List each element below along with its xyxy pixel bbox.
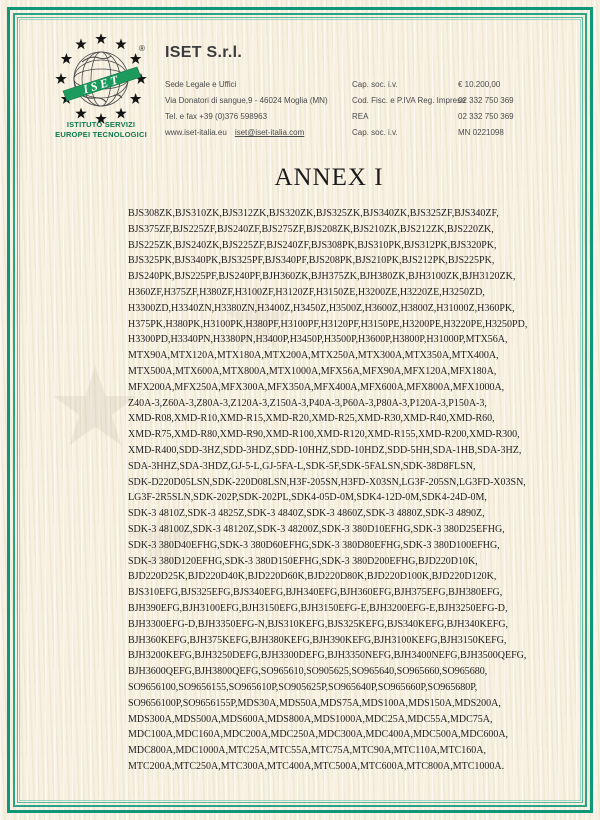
registry-value: MN 0221098 (458, 128, 504, 137)
code-line: MFX200A,MFX250A,MFX300A,MFX350A,MFX400A,MFX600A,MFX800A,MFX1000A, (128, 381, 505, 393)
code-line: H360ZF,H375ZF,H380ZF,H3100ZF,H3120ZF,H3150ZE,H3200ZE,H3220ZE,H3250ZD, (128, 286, 485, 298)
logo-caption (26, 120, 176, 140)
code-line: BJH360KEFG,BJH375KEFG,BJH380KEFG,BJH390KEFG,BJH3100KEFG,BJH3150KEFG, (128, 634, 507, 646)
address-line-street: Via Donatori di sangue,9 - 46024 Moglia (MN) (165, 96, 328, 105)
address-line-web (165, 128, 328, 144)
code-line: BJD220D25K,BJD220D40K,BJD220D60K,BJD220D80K,BJD220D100K,BJD220D120K, (128, 571, 497, 583)
code-line: SO9656100,SO9656155,SO965610P,SO905625P,SO965640P,SO965660P,SO965680P, (128, 681, 478, 693)
code-line: MTC200A,MTC250A,MTC300A,MTC400A,MTC500A,MTC600A,MTC800A,MTC1000A. (128, 760, 505, 772)
logo-caption-line: EUROPEI TECNOLOGICI (55, 130, 147, 139)
product-code-list (128, 206, 530, 775)
code-line: BJS325PK,BJS340PK,BJS325PF,BJS340PF,BJS208PK,BJS210PK,BJS212PK,BJS225PK, (128, 255, 495, 267)
code-line: LG3F-2R5SLN,SDK-202P,SDK-202PL,SDK4-05D-0M,SDK4-12D-0M,SDK4-24D-0M, (128, 492, 487, 504)
registry-label: REA (352, 112, 369, 121)
code-line: XMD-R08,XMD-R10,XMD-R15,XMD-R20,XMD-R25,XMD-R30,XMD-R40,XMD-R60, (128, 413, 495, 425)
address-line-phone: Tel. e fax +39 (0)376 598963 (165, 112, 268, 121)
code-line: SDK-D220D05LSN,SDK-220D08LSN,H3F-205SN,H3FD-X03SN,LG3F-205SN,LG3FD-X03SN, (128, 476, 526, 488)
company-address-block (165, 80, 328, 144)
code-line: MTX500A,MTX600A,MTX800A,MTX1000A,MFX56A,MFX90A,MFX120A,MFX180A, (128, 365, 497, 377)
code-line: BJH390EFG,BJH3100EFG,BJH3150EFG,BJH3150EFG-E,BJH3200EFG-E,BJH3250EFG-D, (128, 602, 508, 614)
registry-label: Cap. soc. i.v. (352, 128, 398, 137)
address-line-offices: Sede Legale e Uffici (165, 80, 237, 89)
company-name: ISET S.r.l. (165, 44, 243, 61)
code-line: H375PK,H380PK,H3100PK,H380PF,H3100PF,H3120PF,H3150PE,H3200PE,H3220PE,H3250PD, (128, 318, 528, 330)
code-line: BJS240PK,BJS225PF,BJS240PF,BJH360ZK,BJH375ZK,BJH380ZK,BJH3100ZK,BJH3120ZK, (128, 271, 516, 283)
code-line: H3300PD,H3340PN,H3380PN,H3400P,H3450P,H3500P,H3600P,H3800P,H31000P,MTX56A, (128, 334, 508, 346)
logo-caption-line: ISTITUTO SERVIZI (66, 120, 136, 129)
watermark-star-icon: ★ (120, 484, 207, 596)
watermark-star-icon: ★ (46, 343, 145, 471)
code-line: MDS300A,MDS500A,MDS600A,MDS800A,MDS1000A,MDC25A,MDC55A,MDC75A, (128, 713, 493, 725)
website-text: www.iset-italia.eu (165, 128, 227, 137)
code-line: MTX90A,MTX120A,MTX180A,MTX200A,MTX250A,MTX300A,MTX350A,MTX400A, (128, 350, 499, 362)
registry-label: Cap. soc. i.v. (352, 80, 398, 89)
code-line: SDA-3HHZ,SDA-3HDZ,GJ-5-L,GJ-5FA-L,SDK-5F,SDK-5FALSN,SDK-38D8FLSN, (128, 460, 476, 472)
code-line: SO9656100P,SO9656155P,MDS30A,MDS50A,MDS75A,MDS100A,MDS150A,MDS200A, (128, 697, 501, 709)
registry-value: € 10.200,00 (458, 80, 501, 89)
code-line: XMD-R400,SDD-3HZ,SDD-3HDZ,SDD-10HHZ,SDD-10HDZ,SDD-5HH,SDA-1HB,SDA-3HZ, (128, 444, 522, 456)
code-line: BJH3200KEFG,BJH3250DEFG,BJH3300DEFG,BJH3350NEFG,BJH3400NEFG,BJH3500QEFG, (128, 650, 527, 662)
registry-value: 02 332 750 369 (458, 112, 514, 121)
email-link[interactable]: iset@iset-italia.com (234, 128, 305, 137)
code-line: MDC100A,MDC160A,MDC200A,MDC250A,MDC300A,MDC400A,MDC500A,MDC600A, (128, 729, 509, 741)
registry-value: 02 332 750 369 (458, 96, 514, 105)
code-line: BJS310EFG,BJS325EFG,BJS340EFG,BJH340EFG,BJH360EFG,BJH375EFG,BJH380EFG, (128, 587, 503, 599)
code-line: BJH3600QEFG,BJH3800QEFG,SO965610,SO905625,SO965640,SO965660,SO965680, (128, 666, 488, 678)
watermark-star-icon: ★ (220, 271, 296, 369)
code-line: BJH3300EFG-D,BJH3350EFG-N,BJS310KEFG,BJS325KEFG,BJS340KEFG,BJH340KEFG, (128, 618, 509, 630)
code-line: BJS375ZF,BJS225ZF,BJS240ZF,BJS275ZF,BJS208ZK,BJS210ZK,BJS212ZK,BJS220ZK, (128, 223, 494, 235)
code-line: H3300ZD,H3340ZN,H3380ZN,H3400Z,H3450Z,H3500Z,H3600Z,H3800Z,H31000Z,H360PK, (128, 302, 515, 314)
code-line: MDC800A,MDC1000A,MTC25A,MTC55A,MTC75A,MTC90A,MTC110A,MTC160A, (128, 745, 486, 757)
code-line: Z40A-3,Z60A-3,Z80A-3,Z120A-3,Z150A-3,P40A-3,P60A-3,P80A-3,P120A-3,P150A-3, (128, 397, 487, 409)
registered-trademark-icon: ® (139, 44, 145, 53)
code-line: SDK-3 4810Z,SDK-3 4825Z,SDK-3 4840Z,SDK-3 4860Z,SDK-3 4880Z,SDK-3 4890Z, (128, 508, 485, 520)
annex-title: ANNEX I (274, 164, 384, 191)
code-line: BJS225ZK,BJS240ZK,BJS225ZF,BJS240ZF,BJS308PK,BJS310PK,BJS312PK,BJS320PK, (128, 239, 497, 251)
code-line: XMD-R75,XMD-R80,XMD-R90,XMD-R100,XMD-R120,XMD-R155,XMD-R200,XMD-R300, (128, 429, 520, 441)
code-line: SDK-3 380D40EFHG,SDK-3 380D60EFHG,SDK-3 380D80EFHG,SDK-3 380D100EFHG, (128, 539, 500, 551)
code-line: SDK-3 48100Z,SDK-3 48120Z,SDK-3 48200Z,SDK-3 380D10EFHG,SDK-3 380D25EFHG, (128, 523, 505, 535)
code-line: BJS308ZK,BJS310ZK,BJS312ZK,BJS320ZK,BJS325ZK,BJS340ZK,BJS325ZF,BJS340ZF, (128, 208, 499, 219)
code-line: SDK-3 380D120EFHG,SDK-3 380D150EFHG,SDK-3 380D200EFHG,BJD220D10K, (128, 555, 478, 567)
logo-banner-text: ISET (81, 71, 123, 97)
iset-logo (50, 34, 152, 130)
registry-label: Cod. Fisc. e P.IVA Reg. Imprese (352, 96, 466, 105)
